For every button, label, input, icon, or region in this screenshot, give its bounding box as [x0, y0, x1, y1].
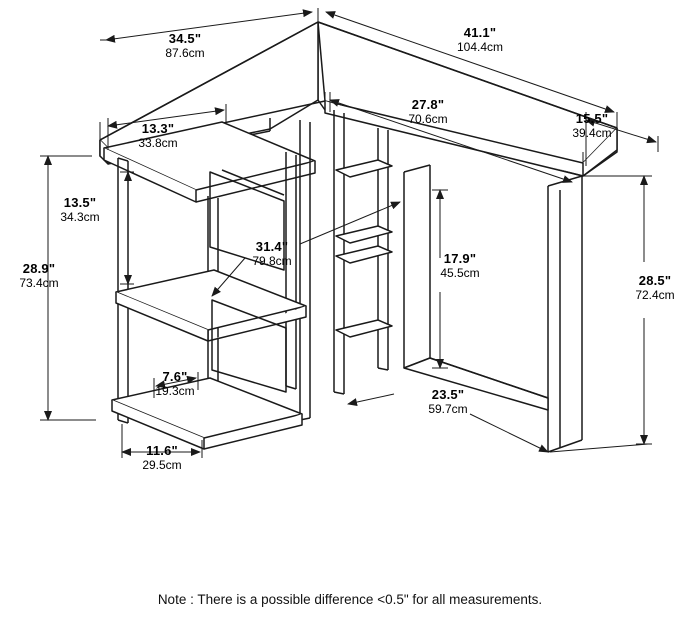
dimension-imperial: 7.6"	[162, 369, 188, 384]
dimension-metric: 19.3cm	[155, 383, 195, 398]
dimension-imperial: 28.5"	[638, 273, 672, 288]
dimension-metric: 104.4cm	[456, 39, 504, 54]
dimension-metric: 59.7cm	[428, 401, 468, 416]
measurement-note: Note : There is a possible difference <0.5" for all measurements.	[157, 592, 543, 607]
dimension-metric: 70.6cm	[408, 111, 448, 126]
dimension-metric: 45.5cm	[440, 265, 480, 280]
dimension-imperial: 34.5"	[168, 31, 202, 46]
dimension-imperial: 28.9"	[22, 261, 56, 276]
dimension-metric: 33.8cm	[138, 135, 178, 150]
dimension-imperial: 13.3"	[141, 121, 175, 136]
dimension-metric: 72.4cm	[635, 287, 675, 302]
dimension-metric: 29.5cm	[142, 457, 182, 472]
dimension-imperial: 15.5"	[575, 111, 609, 126]
dimension-imperial: 17.9"	[443, 251, 477, 266]
dimension-metric: 73.4cm	[19, 275, 59, 290]
dimension-imperial: 41.1"	[463, 25, 497, 40]
dimension-metric: 87.6cm	[165, 45, 205, 60]
dimension-imperial: 11.6"	[146, 443, 178, 458]
dimension-imperial: 23.5"	[431, 387, 465, 402]
dimension-metric: 79.8cm	[252, 253, 292, 268]
dimension-imperial: 27.8"	[411, 97, 445, 112]
dimension-imperial: 13.5"	[63, 195, 97, 210]
dimension-metric: 39.4cm	[572, 125, 612, 140]
dimension-imperial: 31.4"	[255, 239, 289, 254]
dimension-metric: 34.3cm	[60, 209, 100, 224]
